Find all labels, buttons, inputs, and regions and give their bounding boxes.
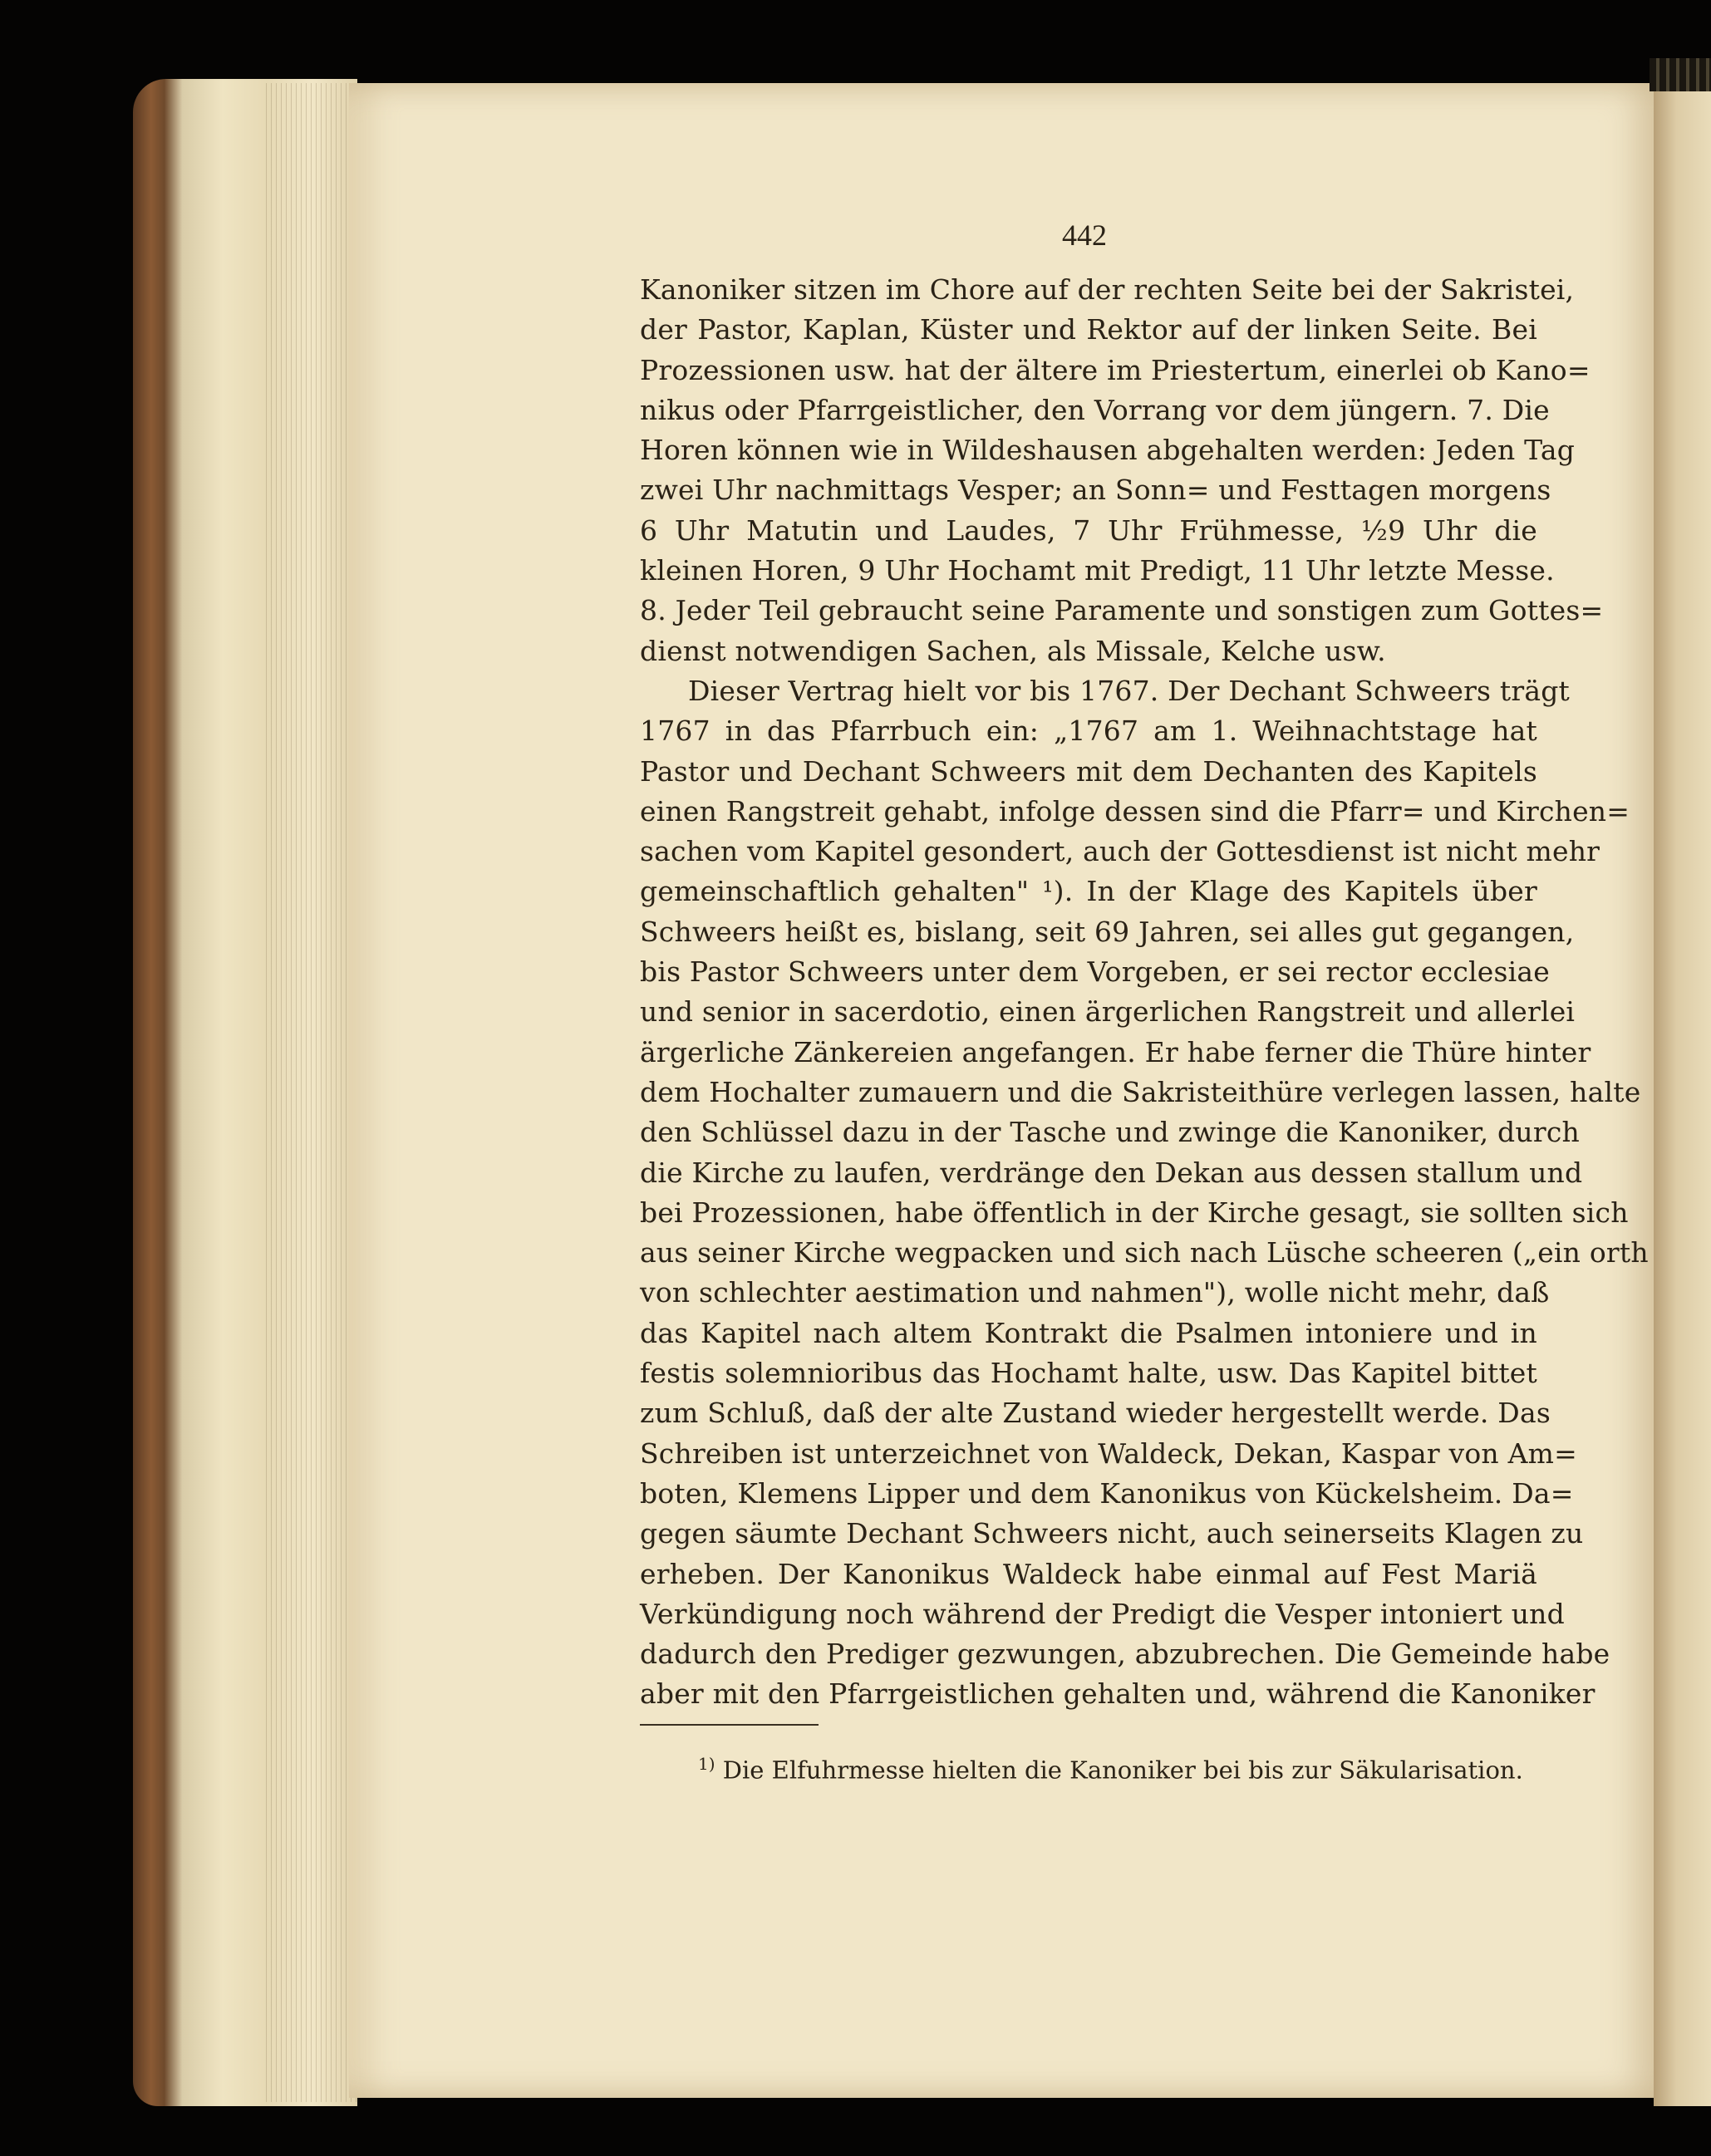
text-line: Verkündigung noch während der Predigt die Vesper intoniert und [640,1597,1565,1630]
text-line: erheben. Der Kanonikus Waldeck habe einmal auf Fest Mariä [640,1557,1537,1590]
text-line: 6 Uhr Matutin und Laudes, 7 Uhr Frühmesse, ½9 Uhr die [640,513,1537,547]
text-line: 1767 in das Pfarrbuch ein: „1767 am 1. Weihnachtstage hat [640,715,1537,748]
footnote [698,1743,1537,1791]
text-line: und senior in sacerdotio, einen ärgerlichen Rangstreit und allerlei [640,995,1576,1029]
text-line: gemeinschaftlich gehalten" ¹). In der Klage des Kapitels über [640,875,1537,908]
footnote-text: Die Elfuhrmesse hielten die Kanoniker bei bis zur Säkularisation. [722,1756,1523,1785]
text-line: festis solemnioribus das Hochamt halte, usw. Das Kapitel bittet [640,1357,1537,1390]
text-line: das Kapitel nach altem Kontrakt die Psalmen intoniere und in [640,1316,1537,1349]
text-line: dadurch den Prediger gezwungen, abzubrechen. Die Gemeinde habe [640,1638,1610,1671]
page-stack-edges [266,83,357,2102]
text-line: einen Rangstreit gehabt, infolge dessen sind die Pfarr= und Kirchen= [640,794,1630,828]
text-line: nikus oder Pfarrgeistlicher, den Vorrang vor dem jüngern. 7. Die [640,393,1550,426]
text-line: die Kirche zu laufen, verdränge den Dekan aus dessen stallum und [640,1156,1583,1189]
binding-edge [1650,58,1711,91]
body-text [640,270,1649,1715]
footnote-marker: 1) [698,1754,715,1774]
text-line: ärgerliche Zänkereien angefangen. Er habe ferner die Thüre hinter [640,1035,1591,1068]
text-line: bei Prozessionen, habe öffentlich in der Kirche gesagt, sie sollten sich [640,1196,1629,1229]
text-line: Prozessionen usw. hat der ältere im Priestertum, einerlei ob Kano= [640,353,1591,386]
text-line: 8. Jeder Teil gebraucht seine Paramente und sonstigen zum Gottes= [640,594,1604,627]
text-line: gegen säumte Dechant Schweers nicht, auch seinerseits Klagen zu [640,1517,1584,1550]
text-line: aus seiner Kirche wegpacken und sich nach Lüsche scheeren („ein orth [640,1236,1649,1270]
text-line: Schreiben ist unterzeichnet von Waldeck, Dekan, Kaspar von Am= [640,1437,1577,1470]
text-line: Horen können wie in Wildeshausen abgehalten werden: Jeden Tag [640,434,1576,467]
text-line: zum Schluß, daß der alte Zustand wieder hergestellt werde. Das [640,1397,1551,1430]
paragraph-start-line: Dieser Vertrag hielt vor bis 1767. Der Dechant Schweers trägt [688,674,1570,707]
footnote-divider [640,1724,819,1726]
text-line: Schweers heißt es, bislang, seit 69 Jahren, sei alles gut gegangen, [640,915,1575,948]
text-line: den Schlüssel dazu in der Tasche und zwinge die Kanoniker, durch [640,1116,1580,1149]
text-line: bis Pastor Schweers unter dem Vorgeben, er sei rector ecclesiae [640,955,1551,989]
text-line: dem Hochalter zumauern und die Sakristeithüre verlegen lassen, halte [640,1075,1641,1108]
page-number: 442 [1062,219,1107,252]
text-line: zwei Uhr nachmittags Vesper; an Sonn= und Festtagen morgens [640,474,1551,507]
text-line: boten, Klemens Lipper und dem Kanonikus von Kückelsheim. Da= [640,1476,1574,1510]
text-line: dienst notwendigen Sachen, als Missale, Kelche usw. [640,634,1386,667]
text-line: Pastor und Dechant Schweers mit dem Dechanten des Kapitels [640,754,1537,788]
text-line: kleinen Horen, 9 Uhr Hochamt mit Predigt, 11 Uhr letzte Messe. [640,554,1555,587]
text-line: sachen vom Kapitel gesondert, auch der Gottesdienst ist nicht mehr [640,835,1600,868]
facing-page-edge [1654,75,1711,2106]
text-line: von schlechter aestimation und nahmen"), wolle nicht mehr, daß [640,1276,1550,1309]
text-line: Kanoniker sitzen im Chore auf der rechten Seite bei der Sakristei, [640,273,1575,306]
text-line: aber mit den Pfarrgeistlichen gehalten und, während die Kanoniker [640,1677,1595,1711]
text-line: der Pastor, Kaplan, Küster und Rektor auf der linken Seite. Bei [640,313,1537,346]
